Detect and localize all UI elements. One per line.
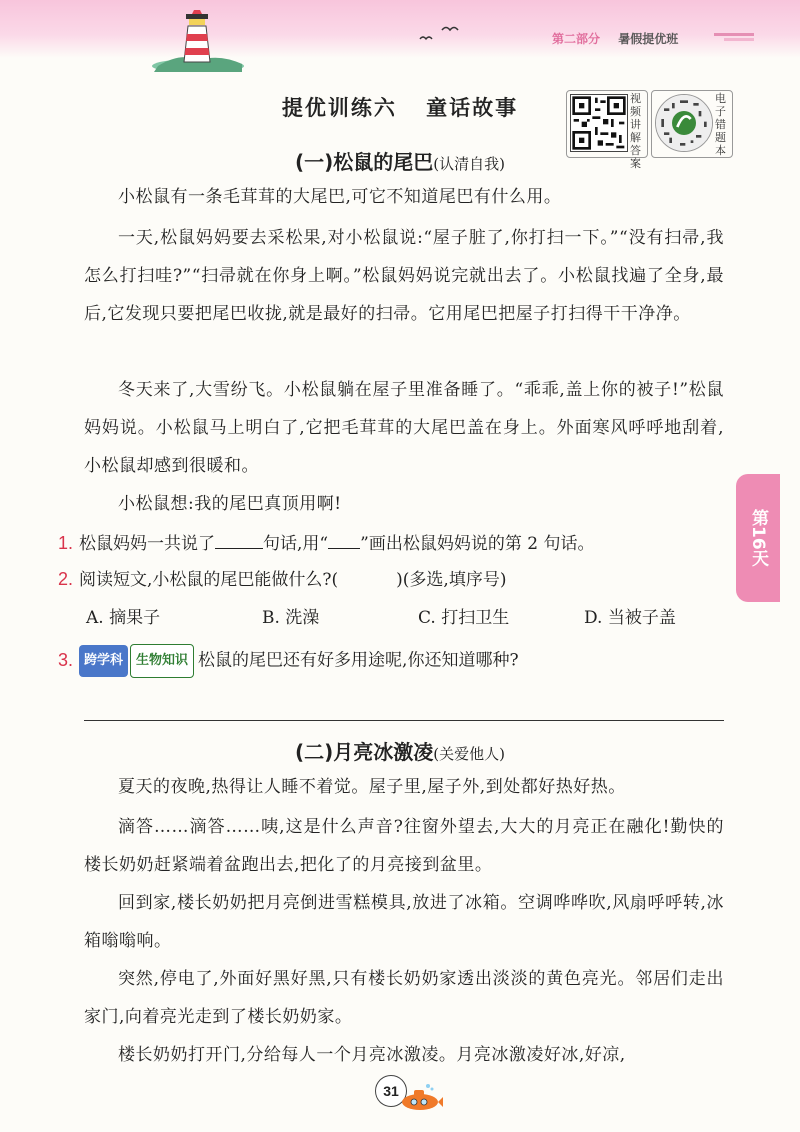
section2-paragraph: 夏天的夜晚,热得让人睡不着觉。屋子里,屋子外,到处都好热好热。 <box>118 777 626 797</box>
question-1-number: 1. <box>58 533 74 553</box>
cross-subject-tag: 跨学科 <box>79 645 128 677</box>
section1-title <box>0 146 800 175</box>
lighthouse-icon <box>150 8 246 72</box>
section1-paragraph: 小松鼠想:我的尾巴真顶用啊! <box>118 494 342 514</box>
question-1-text-b: 句话,用“ <box>263 534 329 554</box>
page-number: 31 <box>375 1075 407 1107</box>
page-title-main: 提优训练六 <box>281 96 397 120</box>
section2-title-text: (二)月亮冰激凌 <box>295 740 434 764</box>
section2-paragraph: 突然,停电了,外面好黑好黑,只有楼长奶奶家透出淡淡的黄色亮光。邻居们走出家门,向着亮光走到了楼长奶奶家。 <box>84 969 724 1027</box>
question-1-text-c: ”画出松鼠妈妈说的第 2 句话。 <box>360 534 595 554</box>
choice-d[interactable]: D. 当被子盖 <box>584 608 676 628</box>
day-tab: 第16天 <box>736 474 780 602</box>
question-2-text-b: )(多选,填序号) <box>396 570 507 590</box>
choice-c[interactable]: C. 打扫卫生 <box>418 608 510 628</box>
page-title-sub: 童话故事 <box>426 96 519 120</box>
question-3-text: 松鼠的尾巴还有好多用途呢,你还知道哪种? <box>198 650 519 671</box>
question-1-text-a: 松鼠妈妈一共说了 <box>79 534 216 554</box>
birds-icon <box>418 24 464 44</box>
header-book: 暑假提优班 <box>618 32 679 46</box>
section2-paragraph: 滴答……滴答……咦,这是什么声音?往窗外望去,大大的月亮正在融化!勤快的楼长奶奶赶紧端着盆跑出去,把化了的月亮接到盆里。 <box>84 817 724 875</box>
answer-blank[interactable] <box>215 532 263 549</box>
question-1 <box>58 528 738 559</box>
section1-paragraph: 一天,松鼠妈妈要去采松果,对小松鼠说:“屋子脏了,你打扫一下。”“没有扫帚,我怎么打扫哇?”“扫帚就在你身上啊。”松鼠妈妈说完就出去了。小松鼠找遍了全身,最后,它发现只要把尾巴收拢,就是最好的扫帚。它用尾巴把屋子打扫得干干净净。 <box>84 228 724 324</box>
qr-video-label: 视频讲解答案 <box>630 92 641 170</box>
header-part: 第二部分 <box>552 32 601 46</box>
question-2-text-a: 阅读短文,小松鼠的尾巴能做什么?( <box>79 570 339 590</box>
choice-b[interactable]: B. 洗澡 <box>262 608 320 628</box>
section-divider <box>84 720 724 721</box>
section1-note: (认清自我) <box>433 155 505 173</box>
section2-note: (关爱他人) <box>433 745 505 763</box>
section1-paragraph: 冬天来了,大雪纷飞。小松鼠躺在屋子里准备睡了。“乖乖,盖上你的被子!”松鼠妈妈说。小松鼠马上明白了,它把毛茸茸的大尾巴盖在身上。外面寒风呼呼地刮着,小松鼠却感到很暖和。 <box>84 380 724 476</box>
question-2 <box>58 564 738 595</box>
question-2-number: 2. <box>58 569 74 589</box>
header-band <box>0 0 800 58</box>
section1-title-text: (一)松鼠的尾巴 <box>295 150 434 174</box>
qr-code-icon[interactable] <box>570 94 628 152</box>
biology-tag: 生物知识 <box>130 644 194 678</box>
ebook-qr-icon[interactable] <box>655 94 713 152</box>
section1-paragraph: 小松鼠有一条毛茸茸的大尾巴,可它不知道尾巴有什么用。 <box>118 187 562 207</box>
header-label <box>552 30 678 47</box>
header-decoration <box>700 30 760 44</box>
question-3-number: 3. <box>58 649 74 670</box>
question-3 <box>58 644 738 678</box>
choice-a[interactable]: A. 摘果子 <box>86 608 161 628</box>
section2-title <box>0 736 800 765</box>
qr-ebook-label: 电子错题本 <box>715 92 726 157</box>
underline-sample <box>328 532 360 549</box>
section2-paragraph: 回到家,楼长奶奶把月亮倒进雪糕模具,放进了冰箱。空调哗哗吹,风扇呼呼转,冰箱嗡嗡响。 <box>84 893 724 951</box>
submarine-icon <box>398 1082 444 1112</box>
section2-paragraph: 楼长奶奶打开门,分给每人一个月亮冰激凌。月亮冰激凌好冰,好凉, <box>118 1045 626 1065</box>
